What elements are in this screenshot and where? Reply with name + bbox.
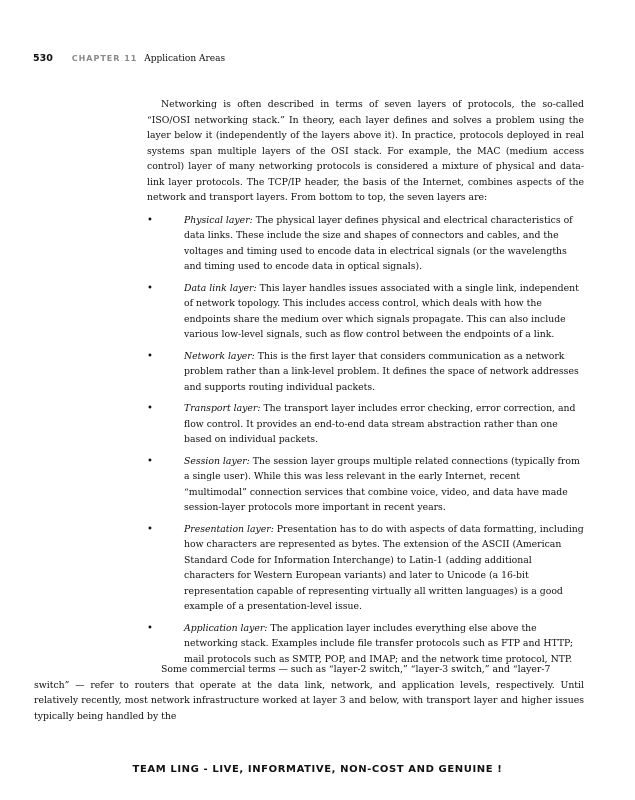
list-item: [147, 401, 584, 448]
layer-description: The physical layer defines physical and electrical characteristics of data links. These include the size and shapes of connectors and cables, and the voltages and timing used to encode data in electrical signals (or the wavelengths and timing used to encode data in optical signals).: [184, 214, 573, 272]
bullet-icon: •: [147, 403, 153, 414]
layer-term: Presentation layer:: [184, 523, 274, 535]
bullet-icon: •: [147, 622, 153, 634]
chapter-label: CHAPTER 11: [71, 54, 138, 63]
list-item: [147, 454, 584, 516]
layer-term: Data link layer:: [184, 282, 257, 294]
layer-description: Presentation has to do with aspects of data formatting, including how characters are represented as bytes. The extension of the ASCII (American Standard Code for Information Interchange) to Latin-1 (adding additional characters for Western European variants) and later to Unicode (a 16-bit representation capable of representing virtually all written languages) is a good example of a presentation-level issue.: [184, 523, 584, 612]
bullet-icon: •: [147, 350, 153, 362]
intro-paragraph: Networking is often described in terms of seven layers of protocols, the so-called “ISO/OSI networking stack.” In theory, each layer defines and solves a problem using the layer below it (independently of the layers above it). In practice, protocols deployed in real systems span multiple layers of the OSI stack. For example, the MAC (medium access control) layer of many networking protocols is considered a mixture of physical and data-link layer protocols. The TCP/IP header, the basis of the Internet, combines aspects of the network and transport layers. From bottom to top, the seven layers are:: [147, 99, 584, 203]
layer-description: This is the first layer that considers communication as a network problem rather than a link-level problem. It defines the space of network addresses and supports routing individual packets.: [184, 350, 579, 393]
list-item: [147, 213, 584, 275]
list-item: [147, 349, 584, 396]
layer-term: Network layer:: [184, 350, 255, 362]
layer-description: This layer handles issues associated with a single link, independent of network topology. This includes access control, which deals with how the endpoints share the medium over which signals propagate. This can also include various low-level signals, such as flow control between the endpoints of a link.: [184, 282, 579, 340]
bullet-icon: •: [147, 214, 153, 226]
closing-continuation: switch” — refer to routers that operate at the data link, network, and application levels, respectively. Until relatively recently, most network infrastructure worked at layer 3 and below, with transport layer and higher issues typically being handled by the: [34, 679, 584, 722]
layer-description: The transport layer includes error checking, error correction, and flow control. It provides an end-to-end data stream abstraction rather than one based on individual packets.: [184, 403, 576, 445]
page-footer: TEAM LING - LIVE, INFORMATIVE, NON-COST AND GENUINE !: [132, 764, 503, 775]
list-item: [147, 522, 584, 615]
layer-term: Physical layer:: [184, 214, 253, 226]
closing-first-line: Some commercial terms — such as “layer-2 switch,” “layer-3 switch,” and “layer-7: [161, 664, 551, 675]
closing-paragraph: [34, 662, 584, 724]
osi-layer-list: [147, 213, 584, 668]
bullet-icon: •: [147, 523, 153, 535]
page-number: 530: [33, 53, 53, 64]
running-header: [33, 53, 225, 64]
layer-description: The session layer groups multiple related connections (typically from a single user). While this was less relevant in the early Internet, recent “multimodal” connection services that combine voice, video, and data have made session-layer protocols more important in recent years.: [184, 455, 580, 513]
list-item: [147, 281, 584, 343]
layer-term: Application layer:: [184, 622, 268, 634]
layer-term: Transport layer:: [184, 403, 261, 414]
bullet-icon: •: [147, 282, 153, 294]
layer-description: The application layer includes everything else above the networking stack. Examples include file transfer protocols such as FTP and HTTP; mail protocols such as SMTP, POP, and IMAP; and the network time protocol, NTP.: [184, 622, 574, 665]
layer-term: Session layer:: [184, 455, 250, 467]
body-text: [147, 97, 584, 674]
bullet-icon: •: [147, 455, 153, 467]
list-item: [147, 621, 584, 668]
chapter-title: Application Areas: [144, 54, 226, 64]
